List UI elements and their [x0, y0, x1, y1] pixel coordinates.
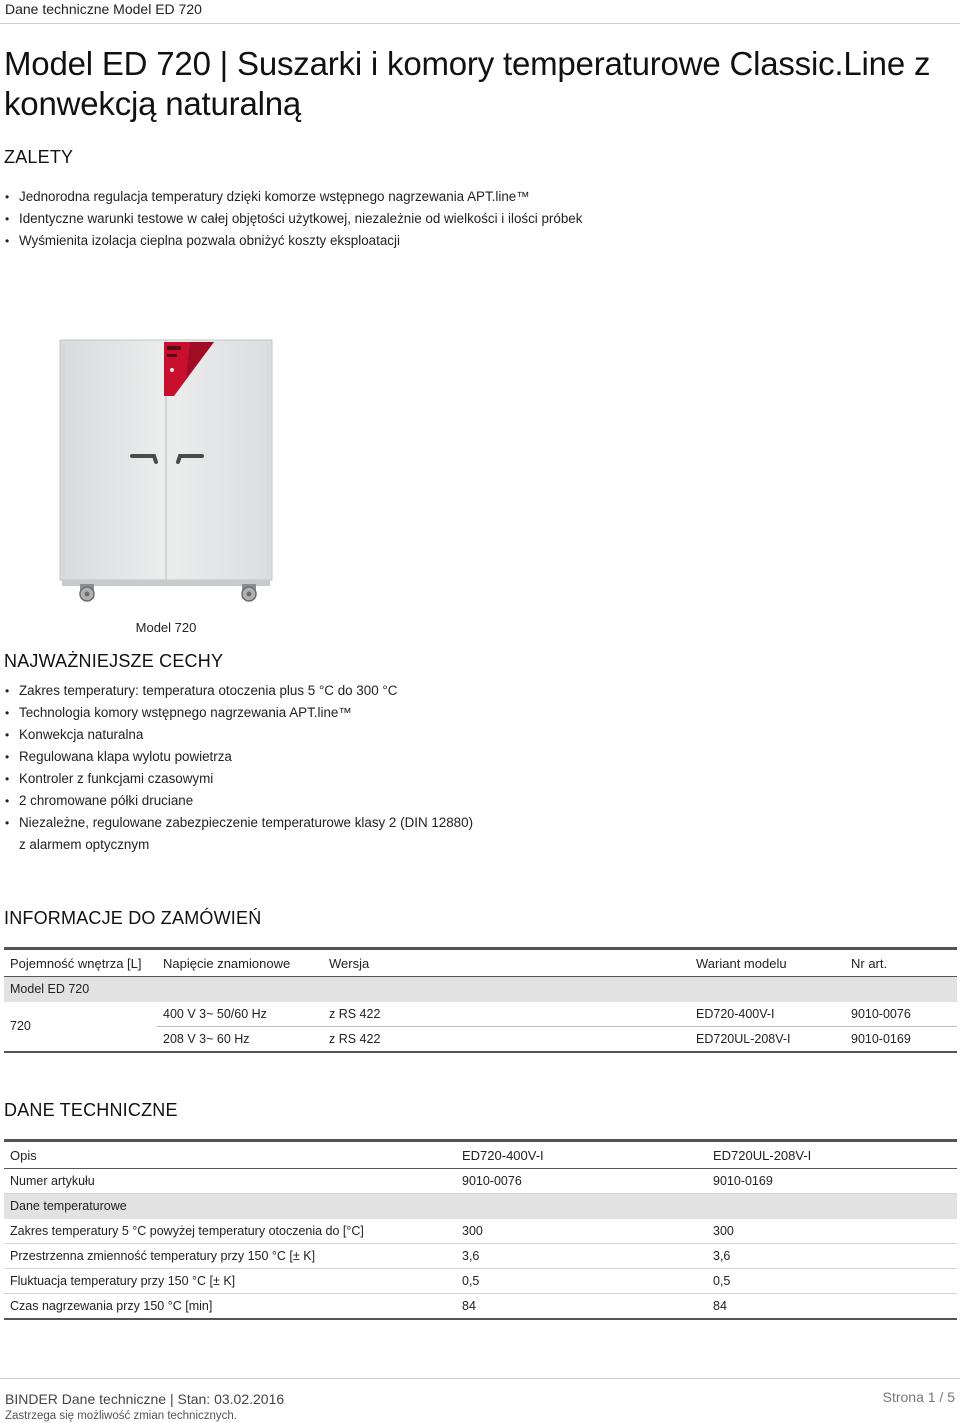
list-item: • Wyśmienita izolacja cieplna pozwala obniżyć koszty eksploatacji: [5, 230, 905, 252]
tech-data-heading: DANE TECHNICZNE: [4, 1100, 178, 1120]
table-cell: z RS 422: [329, 1006, 381, 1021]
list-item: • Kontroler z funkcjami czasowymi: [5, 768, 475, 790]
document-header: [0, 0, 960, 24]
features-heading: NAJWAŻNIEJSZE CECHY: [4, 651, 224, 671]
features-list: [5, 680, 475, 856]
order-info-heading: INFORMACJE DO ZAMÓWIEŃ: [4, 908, 262, 928]
group-label: Model ED 720: [4, 977, 957, 1002]
table-cell: 300: [707, 1219, 957, 1244]
column-header: Opis: [4, 1141, 456, 1169]
table-cell: 400 V 3~ 50/60 Hz: [163, 1006, 267, 1021]
list-item: • Technologia komory wstępnego nagrzewania APT.line™: [5, 702, 475, 724]
page-title: Model ED 720 | Suszarki i komory temperaturowe Classic.Line z konwekcją naturalną: [4, 45, 931, 122]
list-item: • Identyczne warunki testowe w całej objętości użytkowej, niezależnie od wielkości i ilości próbek: [5, 208, 905, 230]
table-cell: ED720UL-208V-I: [690, 1027, 845, 1052]
column-header: Pojemność wnętrza [L]: [4, 949, 157, 977]
document-footer: [0, 1378, 960, 1423]
table-row: [4, 1002, 957, 1027]
table-cell: Numer artykułu: [4, 1169, 456, 1194]
list-item: • 2 chromowane półki druciane: [5, 790, 475, 812]
table-cell: Przestrzenna zmienność temperatury przy 150 °C [± K]: [4, 1244, 456, 1269]
capacity-cell: 720: [4, 1002, 157, 1052]
table-cell: 0,5: [456, 1269, 707, 1294]
figure-caption: Model 720: [135, 620, 197, 635]
page-number: Strona 1 / 5: [882, 1389, 955, 1405]
tech-data-table: [4, 1139, 957, 1320]
table-cell: 9010-0169: [707, 1169, 957, 1194]
table-group-row: [4, 977, 957, 1002]
list-item: • Zakres temperatury: temperatura otoczenia plus 5 °C do 300 °C: [5, 680, 475, 702]
group-label: Dane temperaturowe: [4, 1194, 957, 1219]
table-header-row: [4, 1141, 957, 1169]
table-group-row: [4, 1194, 957, 1219]
table-cell: 9010-0169: [845, 1027, 957, 1052]
advantages-heading: ZALETY: [4, 147, 74, 167]
table-cell: z RS 422: [323, 1027, 690, 1052]
advantages-list: [5, 186, 905, 252]
table-cell: 9010-0076: [456, 1169, 707, 1194]
table-cell: 300: [456, 1219, 707, 1244]
table-cell: 0,5: [707, 1269, 957, 1294]
list-item: • Konwekcja naturalna: [5, 724, 475, 746]
table-row: [4, 1219, 957, 1244]
list-item: • Jednorodna regulacja temperatury dzięki komorze wstępnego nagrzewania APT.line™: [5, 186, 905, 208]
table-cell: 3,6: [707, 1244, 957, 1269]
column-header: Wariant modelu: [690, 949, 845, 977]
header-title: Dane techniczne Model ED 720: [5, 1, 202, 17]
footer-note: Zastrzega się możliwość zmian technicznych.: [5, 1410, 237, 1422]
column-header: Nr art.: [845, 949, 957, 977]
column-header: Napięcie znamionowe: [157, 949, 323, 977]
order-table: [4, 947, 957, 1053]
list-item: • Niezależne, regulowane zabezpieczenie temperaturowe klasy 2 (DIN 12880) z alarmem optycznym: [5, 812, 475, 856]
table-cell: 3,6: [456, 1244, 707, 1269]
table-cell: 9010-0076: [851, 1006, 911, 1021]
table-cell: 208 V 3~ 60 Hz: [157, 1027, 323, 1052]
table-header-row: [4, 949, 957, 977]
table-cell: Fluktuacja temperatury przy 150 °C [± K]: [4, 1269, 456, 1294]
table-cell: 84: [707, 1294, 957, 1319]
table-row: [4, 1244, 957, 1269]
product-image: [50, 330, 290, 606]
table-row: [4, 1269, 957, 1294]
incubator-illustration: [50, 330, 290, 606]
table-cell: Zakres temperatury 5 °C powyżej temperatury otoczenia do [°C]: [4, 1219, 456, 1244]
column-header: ED720UL-208V-I: [707, 1141, 957, 1169]
list-item: • Regulowana klapa wylotu powietrza: [5, 746, 475, 768]
table-row: [4, 1169, 957, 1194]
table-cell: Czas nagrzewania przy 150 °C [min]: [4, 1294, 456, 1319]
footer-left: BINDER Dane techniczne | Stan: 03.02.2016: [5, 1391, 285, 1407]
column-header: ED720-400V-I: [456, 1141, 707, 1169]
column-header: Wersja: [323, 949, 690, 977]
table-row: [4, 1294, 957, 1319]
table-cell: ED720-400V-I: [696, 1006, 775, 1021]
table-cell: 84: [456, 1294, 707, 1319]
